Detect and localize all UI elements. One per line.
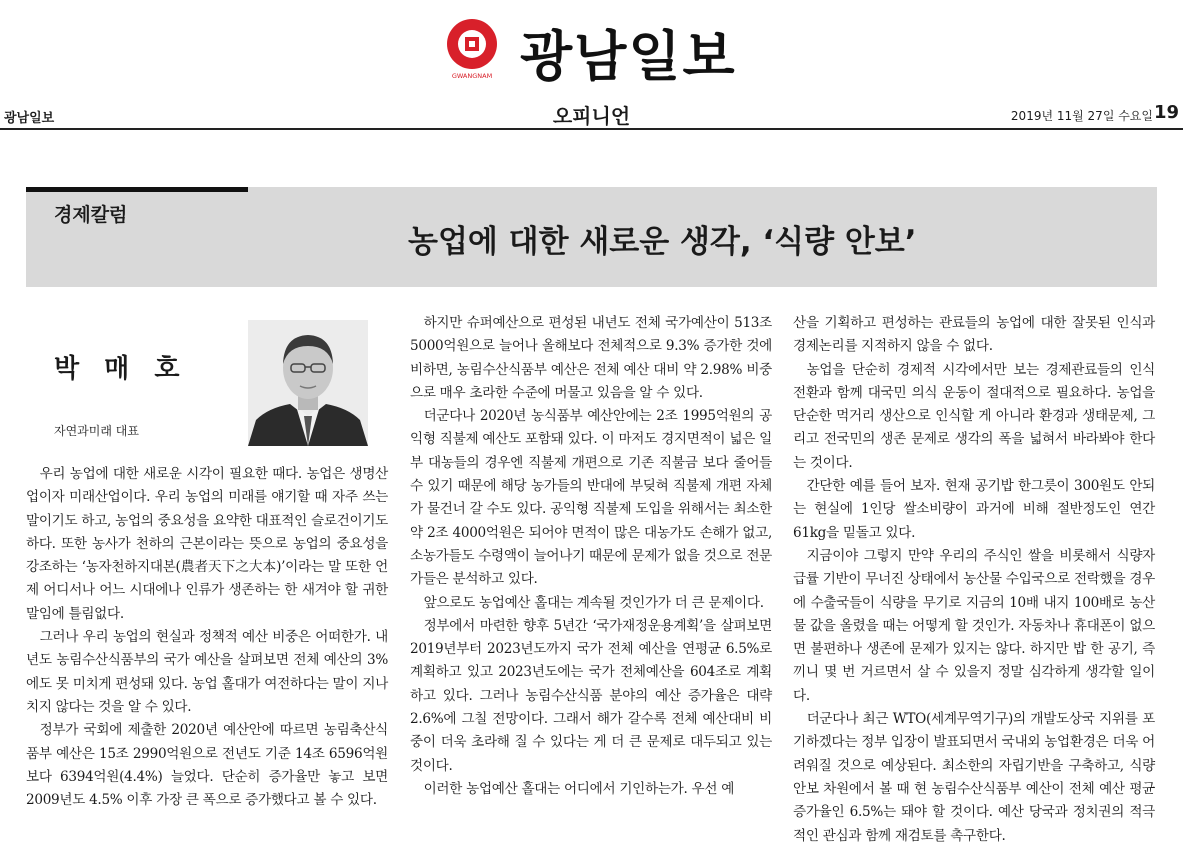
issue-date: 2019년 11월 27일 수요일 — [1010, 109, 1153, 123]
page-number: 19 — [1153, 102, 1179, 123]
column-label: 경제칼럼 — [54, 204, 128, 226]
author-name: 박 매 호 — [54, 354, 188, 384]
paragraph: 농업을 단순히 경제적 시각에서만 보는 경제관료들의 인식 전환과 함께 대국민 의식 운동이 절대적으로 필요하다. 농업을 단순한 먹거리 생산으로 인식할 게 아니라 환경과 생태문제, 그리고 전국민의 생존 문제로 생각의 폭을 넓혀서 바라봐야 한다는 것이다. — [793, 361, 1155, 471]
newspaper-logo-icon — [445, 18, 499, 80]
article-column-3 — [793, 312, 1155, 848]
author-portrait-icon — [248, 320, 368, 446]
header-paper-name: 광남일보 — [4, 111, 55, 126]
paragraph: 우리 농업에 대한 새로운 시각이 필요한 때다. 농업은 생명산업이자 미래산업이다. 우리 농업의 미래를 얘기할 때 자주 쓰는 말이기도 하고, 농업의 중요성을 요약한 대표적인 슬로건이기도 하다. 또한 농사가 천하의 근본이라는 뜻으로 농업의 중요성을 강조하는 ‘농자천하지대본(農者天下之大本)’이라는 말 또한 언제 어디서나 어느 시대에나 인류가 생존하는 한 새겨야 할 귀한 말임에 틀림없다. — [26, 466, 388, 622]
paragraph: 앞으로도 농업예산 홀대는 계속될 것인가가 더 큰 문제이다. — [423, 594, 764, 611]
paragraph: 이러한 농업예산 홀대는 어디에서 기인하는가. 우선 예 — [423, 780, 735, 797]
paragraph: 간단한 예를 들어 보자. 현재 공기밥 한그릇이 300원도 안되는 현실에 1인당 쌀소비량이 과거에 비해 절반정도인 연간 61kg을 밑돌고 있다. — [793, 478, 1155, 541]
article-column-1 — [26, 463, 388, 812]
masthead — [0, 8, 1183, 90]
paragraph: 정부에서 마련한 향후 5년간 ‘국가재정운용계획’을 살펴보면 2019년부터 2023년도까지 국가 전체 예산을 연평균 6.5%로 계획하고 있고 2023년도에는 국가 전체예산을 604조로 계획하고 있다. 그러나 농림수산식품 분야의 예산 증가율은 대략 2.6%에 그칠 전망이다. 그래서 해가 갈수록 전체 예산대비 비중이 더욱 초라해 질 수 있다는 게 더 큰 문제로 대두되고 있는 것이다. — [410, 617, 772, 774]
paragraph: 산을 기획하고 편성하는 관료들의 농업에 대한 잘못된 인식과 경제논리를 지적하지 않을 수 없다. — [793, 315, 1155, 355]
paragraph: 하지만 슈퍼예산으로 편성된 내년도 전체 국가예산이 513조 5000억원으로 늘어나 올해보다 전체적으로 9.3% 증가한 것에 비하면, 농림수산식품부 예산은 전체 예산 대비 약 2.98% 비중으로 매우 초라한 수준에 머물고 있음을 알 수 있다. — [410, 315, 772, 401]
logo-text: GWANGNAM — [451, 72, 493, 80]
column-label-rule — [26, 187, 248, 192]
paragraph: 지금이야 그렇지 만약 우리의 주식인 쌀을 비롯해서 식량자급률 기반이 무너진 상태에서 농산물 수입국으로 전락했을 경우에 수출국들이 식량을 무기로 지금의 10배 내지 100배로 농산물 값을 올렸을 때는 어떻게 할 것인가. 자동차나 휴대폰이 없으면 불편하나 생존에 문제가 있지는 않다. 하지만 밥 한 공기, 즉 끼니 몇 번 거르면서 살 수 있을지 정말 심각하게 생각할 일이다. — [793, 547, 1155, 704]
newspaper-title: 광남일보 — [520, 25, 737, 88]
article-headline: 농업에 대한 새로운 생각, ‘식량 안보’ — [408, 224, 917, 260]
author-role: 자연과미래 대표 — [54, 424, 139, 438]
section-title: 오피니언 — [552, 104, 631, 128]
article-column-2 — [410, 312, 772, 801]
paragraph: 더군다나 2020년 농식품부 예산안에는 2조 1995억원의 공익형 직불제 예산도 포함돼 있다. 이 마저도 경지면적이 넓은 일부 대농들의 경우엔 직불제 개편으로 기존 직불금 보다 줄어들 수 있기 때문에 해당 농가들의 반대에 부딪혀 직불제 개편 자체가 물건너 갈 수도 있다. 공익형 직불제 도입을 위해서는 최소한 약 2조 4000억원은 되어야 면적이 많은 대농가도 손해가 없고, 소농가들도 수령액이 늘어나기 때문에 문제가 없을 것으로 전문가들은 분석하고 있다. — [410, 408, 772, 588]
page-header — [0, 100, 1183, 130]
paragraph: 정부가 국회에 제출한 2020년 예산안에 따르면 농림축산식품부 예산은 15조 2990억원으로 전년도 기준 14조 6596억원 보다 6394억원(4.4%) 늘었다. 단순히 증가율만 놓고 보면 2009년도 4.5% 이후 가장 큰 폭으로 증가했다고 볼 수 있다. — [26, 722, 388, 809]
paragraph: 그러나 우리 농업의 현실과 정책적 예산 비중은 어떠한가. 내년도 농림수산식품부의 국가 예산을 살펴보면 전체 예산의 3%에도 못 미치게 편성돼 있다. 농업 홀대가 여전하다는 말이 지나치지 않다는 것을 알 수 있다. — [26, 629, 388, 715]
author-photo — [248, 320, 368, 446]
paragraph: 더군다나 최근 WTO(세계무역기구)의 개발도상국 지위를 포기하겠다는 정부 입장이 발표되면서 국내외 농업환경은 더욱 어려워질 것으로 예상된다. 최소한의 자립기반을 구축하고, 식량안보 차원에서 볼 때 현 농림수산식품부 예산이 전체 예산 평균 증가율인 6.5%는 돼야 할 것이다. 예산 당국과 정치권의 적극적인 관심과 함께 재검토를 촉구한다. — [793, 711, 1155, 844]
